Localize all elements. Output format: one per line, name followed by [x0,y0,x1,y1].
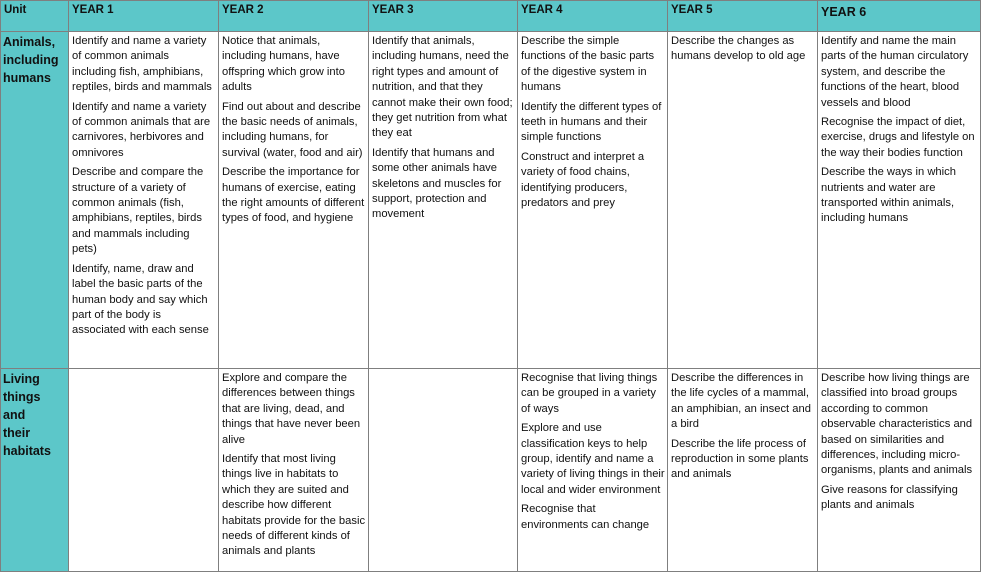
year-6-cell[interactable] [818,369,981,572]
statement: Describe the life process of reproduction in some plants and animals [671,437,809,481]
statement: Describe the changes as humans develop to old age [671,35,806,63]
statement: Describe the simple functions of the basic parts of the digestive system in humans [521,35,655,94]
header-unit[interactable]: Unit [1,1,69,32]
statement: Identify and name the main parts of the human circulatory system, and describe the functions of the heart, blood vessels and blood [821,35,969,109]
unit-label-line: Animals, [3,35,56,49]
year-1-cell[interactable] [69,32,219,369]
unit-label-line: their [3,426,31,440]
unit-label-line: things and [3,390,41,422]
statement: Identify the different types of teeth in humans and their simple functions [521,100,662,144]
year-4-cell[interactable] [518,369,668,572]
statement: Construct and interpret a variety of food chains, identifying producers, predators and prey [521,150,645,210]
year-5-cell[interactable] [668,32,818,369]
statement: Identify that animals, including humans, need the right types and amount of nutrition, and that they cannot make their own food; they get nutrition from what they eat [372,35,513,140]
year-4-cell[interactable] [518,32,668,369]
year-2-cell[interactable] [219,32,369,369]
row-animals-including-humans [1,32,981,369]
header-year-1[interactable]: YEAR 1 [69,1,219,32]
statement: Recognise that living things can be grouped in a variety of ways [521,372,658,415]
header-year-6[interactable]: YEAR 6 [818,1,981,32]
year-3-cell[interactable] [369,32,518,369]
year-1-cell[interactable] [69,369,219,572]
statement: Explore and use classification keys to help group, identify and name a variety of living things in their local and wider environment [521,422,665,496]
row-living-things-and-their-habitats [1,369,981,572]
statement: Recognise the impact of diet, exercise, drugs and lifestyle on the way their bodies function [821,116,975,159]
unit-label-line: humans [3,71,51,85]
header-year-2[interactable]: YEAR 2 [219,1,369,32]
statement: Describe the importance for humans of exercise, eating the right amounts of different types of food, and hygiene [222,166,365,225]
statement: Describe the differences in the life cycles of a mammal, an amphibian, an insect and a bird [671,372,811,431]
unit-label-line: Living [3,372,40,386]
statement: Recognise that environments can change [521,503,650,531]
year-5-cell[interactable] [668,369,818,572]
statement: Describe and compare the structure of a variety of common animals (fish, amphibians, reptiles, birds and mammals including pets) [72,166,204,256]
unit-label-line: habitats [3,444,51,458]
statement: Identify, name, draw and label the basic parts of the human body and say which part of the body is associated with each sense [72,262,209,337]
statement: Identify and name a variety of common animals including fish, amphibians, reptiles, birds and mammals [72,35,212,94]
statement: Identify and name a variety of common animals that are carnivores, herbivores and omnivores [72,100,211,159]
header-row [1,1,981,32]
year-2-cell[interactable] [219,369,369,572]
header-year-3[interactable]: YEAR 3 [369,1,518,32]
statement: Identify that most living things live in habitats to which they are suited and describe how different habitats provide for the basic needs of different kinds of animals and plants [222,453,366,558]
statement: Identify that humans and some other animals have skeletons and muscles for support, protection and movement [372,146,502,221]
year-6-cell[interactable] [818,32,981,369]
statement: Give reasons for classifying plants and animals [821,483,958,512]
statement: Notice that animals, including humans, have offspring which grow into adults [222,35,345,94]
header-year-4[interactable]: YEAR 4 [518,1,668,32]
unit-cell[interactable] [1,32,69,369]
year-3-cell[interactable] [369,369,518,572]
statement: Describe how living things are classified into broad groups according to common observable characteristics and based on similarities and differences, including micro-organisms, plants and animals [821,372,973,477]
statement: Find out about and describe the basic needs of animals, including humans, for survival (water, food and air) [222,100,363,159]
statement: Describe the ways in which nutrients and water are transported within animals, including humans [821,166,956,225]
unit-cell[interactable] [1,369,69,572]
statement: Explore and compare the differences between things that are living, dead, and things that have never been alive [222,372,361,446]
unit-label-line: including [3,53,59,67]
header-year-5[interactable]: YEAR 5 [668,1,818,32]
